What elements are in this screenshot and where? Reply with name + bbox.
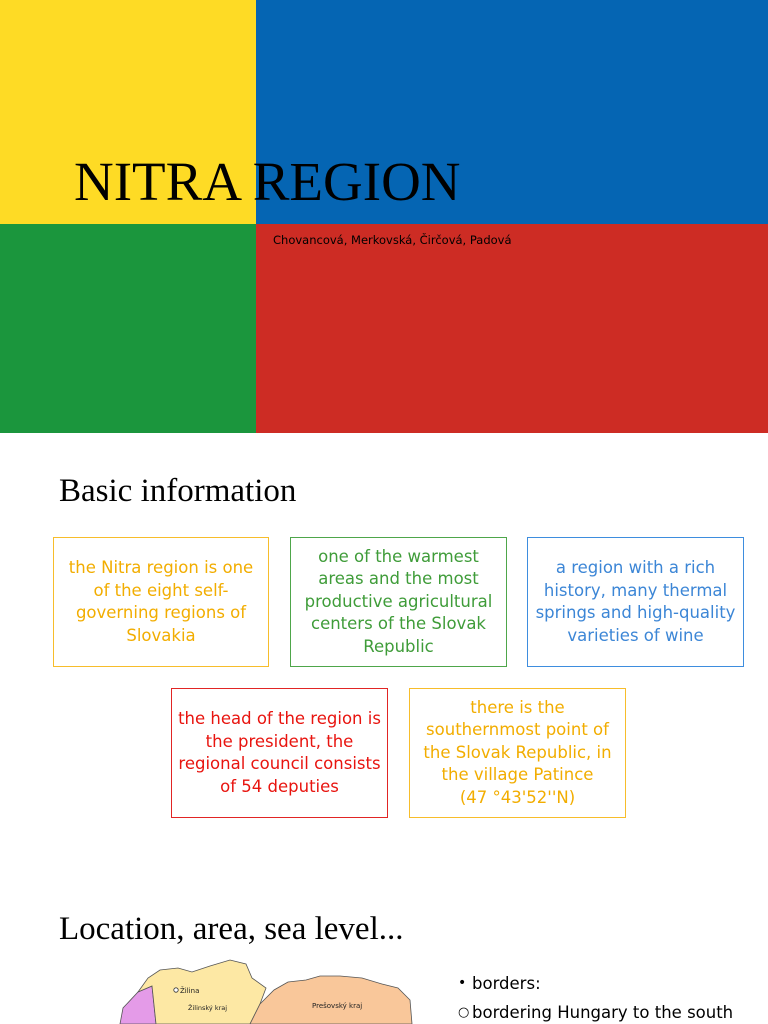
city-marker [174,988,178,992]
bullet-text: borders: [472,974,541,993]
red-block [256,224,768,433]
info-box: the head of the region is the president, the regional council consists of 54 deputies [171,688,388,818]
bullet-dot-icon: • [458,975,467,991]
info-box [409,688,626,818]
map-region-label: Prešovský kraj [312,1002,363,1010]
info-box: the Nitra region is one of the eight self-governing regions of Slovakia [53,537,269,667]
presentation-title: NITRA REGION [74,151,461,212]
bullet-item [458,998,733,1024]
bullet-item [458,969,733,998]
map-city-label: Žilina [180,987,200,995]
location-slide [0,873,768,1024]
info-box: one of the warmest areas and the most productive agricultural centers of the Slovak Republic [290,537,507,667]
green-block [0,224,256,433]
info-box: a region with a rich history, many thermal springs and high-quality varieties of wine [527,537,744,667]
authors-line: Chovancová, Merkovská, Čirčová, Padová [273,233,512,247]
slovakia-region-map [20,958,420,1024]
bullet-circle-icon: ○ [458,1005,470,1020]
basic-info-slide [0,433,768,873]
slide-heading: Basic information [59,473,297,509]
map-region-presov [250,976,412,1024]
map-region-zilina [138,960,266,1024]
slide-heading: Location, area, sea level... [59,911,404,947]
bullet-text: bordering Hungary to the south [472,1003,734,1022]
info-box-coordinates: (47 °43'52''N) [459,787,576,807]
bullet-list [458,969,733,1024]
info-box-text: there is the southernmost point of the Slovak Republic, in the village Patince [423,697,612,785]
map-region-label: Žilinský kraj [188,1004,228,1012]
title-slide [0,0,768,433]
